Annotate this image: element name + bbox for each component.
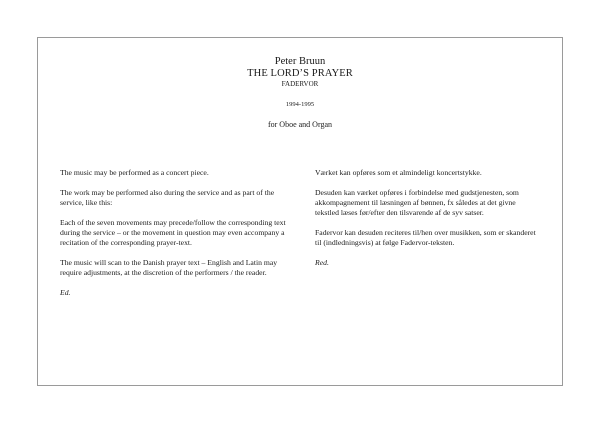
danish-paragraph-1: Værket kan opføres som et almindeligt koncertstykke. (315, 168, 482, 177)
danish-paragraph-2: Desuden kan værket opføres i forbindelse med gudstjenesten, som akkompagnement til læsningen af bønnen, fx således at det givne tekstled læses før/efter den tilsvarende af de syv satser. (315, 188, 519, 217)
english-notes (60, 168, 292, 308)
work-title: THE LORD’S PRAYER (247, 68, 353, 79)
composition-years: 1994-1995 (285, 101, 315, 108)
english-paragraph-3: Each of the seven movements may precede/follow the corresponding text during the service – or the movement in question may even accompany a recitation of the corresponding prayer-text. (60, 218, 286, 247)
danish-signature: Red. (315, 258, 329, 267)
danish-notes (315, 168, 537, 278)
english-paragraph-1: The music may be performed as a concert piece. (60, 168, 209, 177)
work-subtitle: FADERVOR (281, 80, 319, 88)
english-paragraph-4: The music will scan to the Danish prayer text – English and Latin may require adjustments, at the discretion of the performers / the reader. (60, 258, 278, 277)
composer-name: Peter Bruun (274, 56, 326, 67)
danish-paragraph-3: Fadervor kan desuden reciteres til/hen over musikken, som er skanderet til (indledningsvis) at følge Fadervor-teksten. (315, 228, 536, 247)
english-paragraph-2: The work may be performed also during the service and as part of the service, like this: (60, 188, 275, 207)
header (38, 56, 562, 130)
english-signature: Ed. (60, 288, 71, 297)
page-frame (37, 37, 563, 386)
instrumentation: for Oboe and Organ (267, 120, 333, 129)
